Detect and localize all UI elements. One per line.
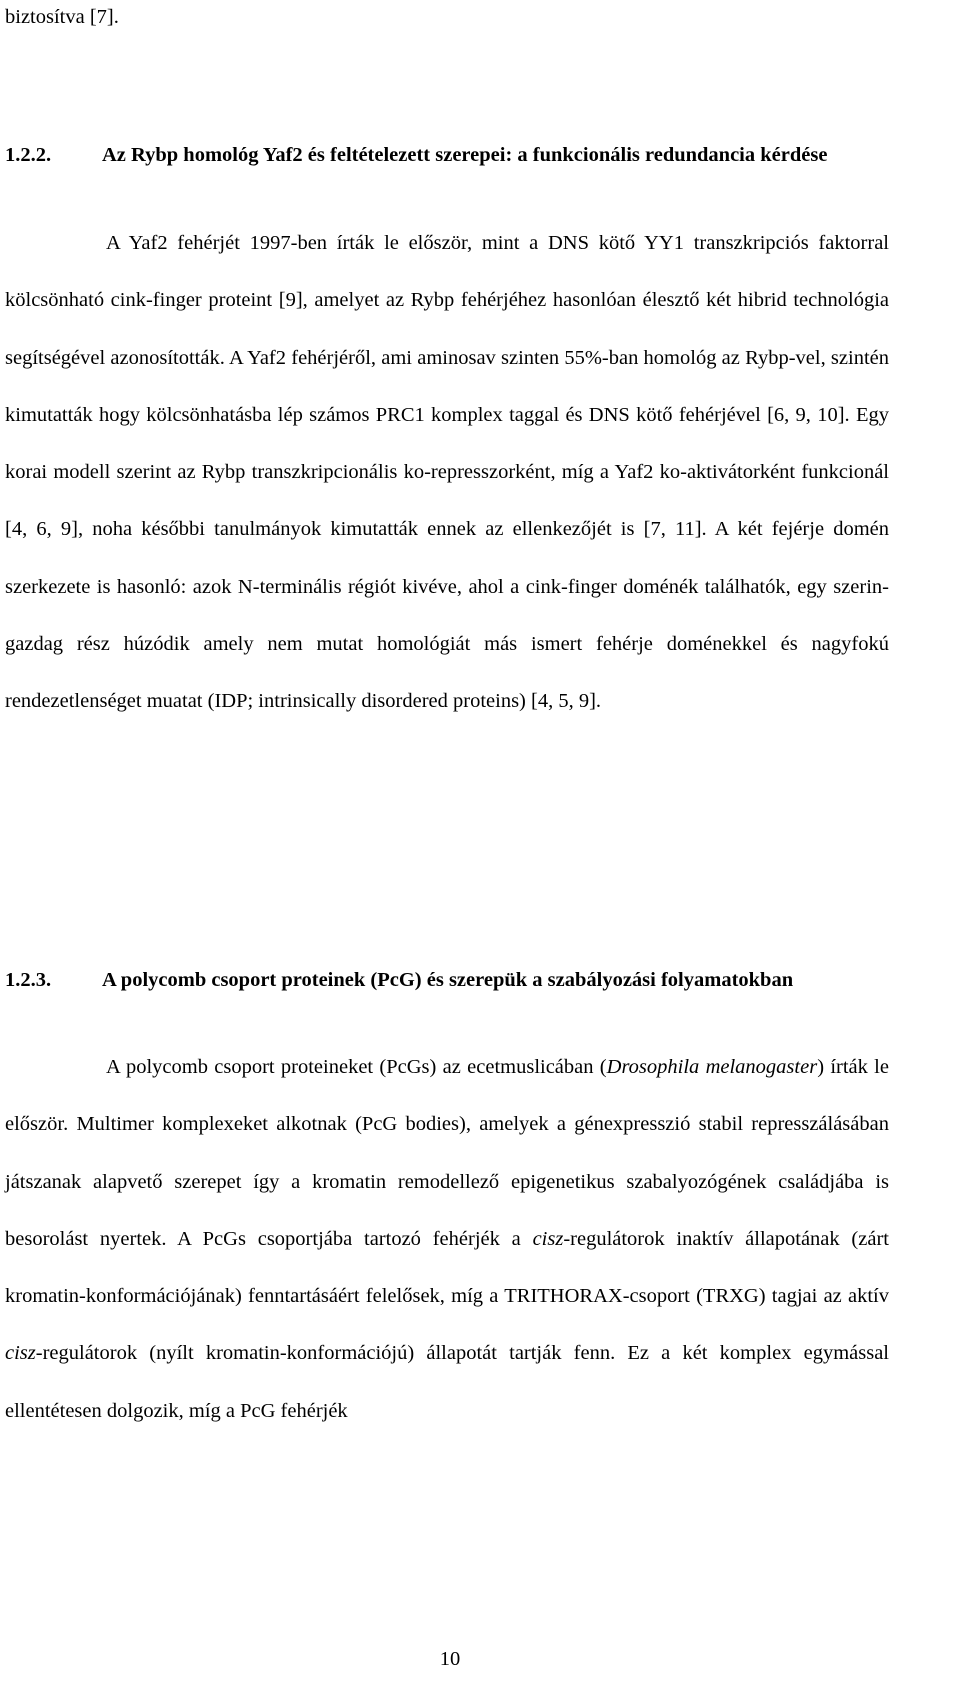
section-heading-1-2-2 <box>5 140 889 170</box>
section-number: 1.2.2. <box>5 144 52 166</box>
section-number: 1.2.3. <box>5 969 52 991</box>
section-1-2-2-body <box>5 215 889 731</box>
section-1-2-3-body <box>5 1039 889 1440</box>
italic-run: cisz <box>532 1227 564 1250</box>
text-run: -regulátorok (nyílt kromatin-konformációjú) állapotát tartják fenn. Ez a két komplex egymással ellentétesen dolgozik, míg a PcG fehérjék <box>5 1342 889 1422</box>
page-number: 10 <box>439 1648 461 1670</box>
italic-run: cisz <box>5 1342 36 1365</box>
text-run: A polycomb csoport proteineket (PcGs) az ecetmuslicában ( <box>106 1056 607 1078</box>
section-title: Az Rybp homológ Yaf2 és feltételezett szerepei: a funkcionális redundancia kérdése <box>102 144 828 166</box>
paragraph: A Yaf2 fehérjét 1997-ben írták le először, mint a DNS kötő YY1 transzkripciós faktorral kölcsönható cink-finger proteint [9], amelyet az Rybp fehérjéhez hasonlóan élesztő két hibrid technológia segítségével azonosították. A Yaf2 fehérjéről, ami aminosav szinten 55%-ban homológ az Rybp-vel, szintén kimutatták hogy kölcsönhatásba lép számos PRC1 komplex taggal és DNS kötő fehérjével [6, 9, 10]. Egy korai modell szerint az Rybp transzkripcionális ko-represszorként, míg a Yaf2 ko-aktivátorként funkcionál [4, 6, 9], noha későbbi tanulmányok kimutatták ennek az ellenkezőjét is [7, 11]. A két fejérje domén szerkezete is hasonló: azok N-terminális régiót kivéve, ahol a cink-finger doménék találhatók, egy szerin-gazdag rész húzódik amely nem mutat homológiát más ismert fehérje doménekkel és nagyfokú rendezetlenséget muatat (IDP; intrinsically disordered proteins) [4, 5, 9]. <box>5 232 889 713</box>
paragraph <box>5 1039 889 1440</box>
top-fragment: biztosítva [7]. <box>5 6 119 28</box>
text-run: ) írták le először. Multimer komplexeket alkotnak (PcG bodies), amelyek a génexpresszió stabil represszálásában játszanak alapvető szerepet így a kromatin remodellező epigenetikus szabalyozógének családjába is besorolást nyertek. A PcGs csoportjába tartozó fehérjék a <box>5 1056 889 1250</box>
italic-run: Drosophila melanogaster <box>606 1056 818 1078</box>
section-heading-1-2-3 <box>5 965 889 995</box>
text-run: -regulátorok inaktív állapotának (zárt kromatin-konformációjának) fenntartásáért felelősek, míg a TRITHORAX-csoport (TRXG) tagjai az aktív <box>5 1227 889 1308</box>
section-title: A polycomb csoport proteinek (PcG) és szerepük a szabályozási folyamatokban <box>102 969 794 991</box>
